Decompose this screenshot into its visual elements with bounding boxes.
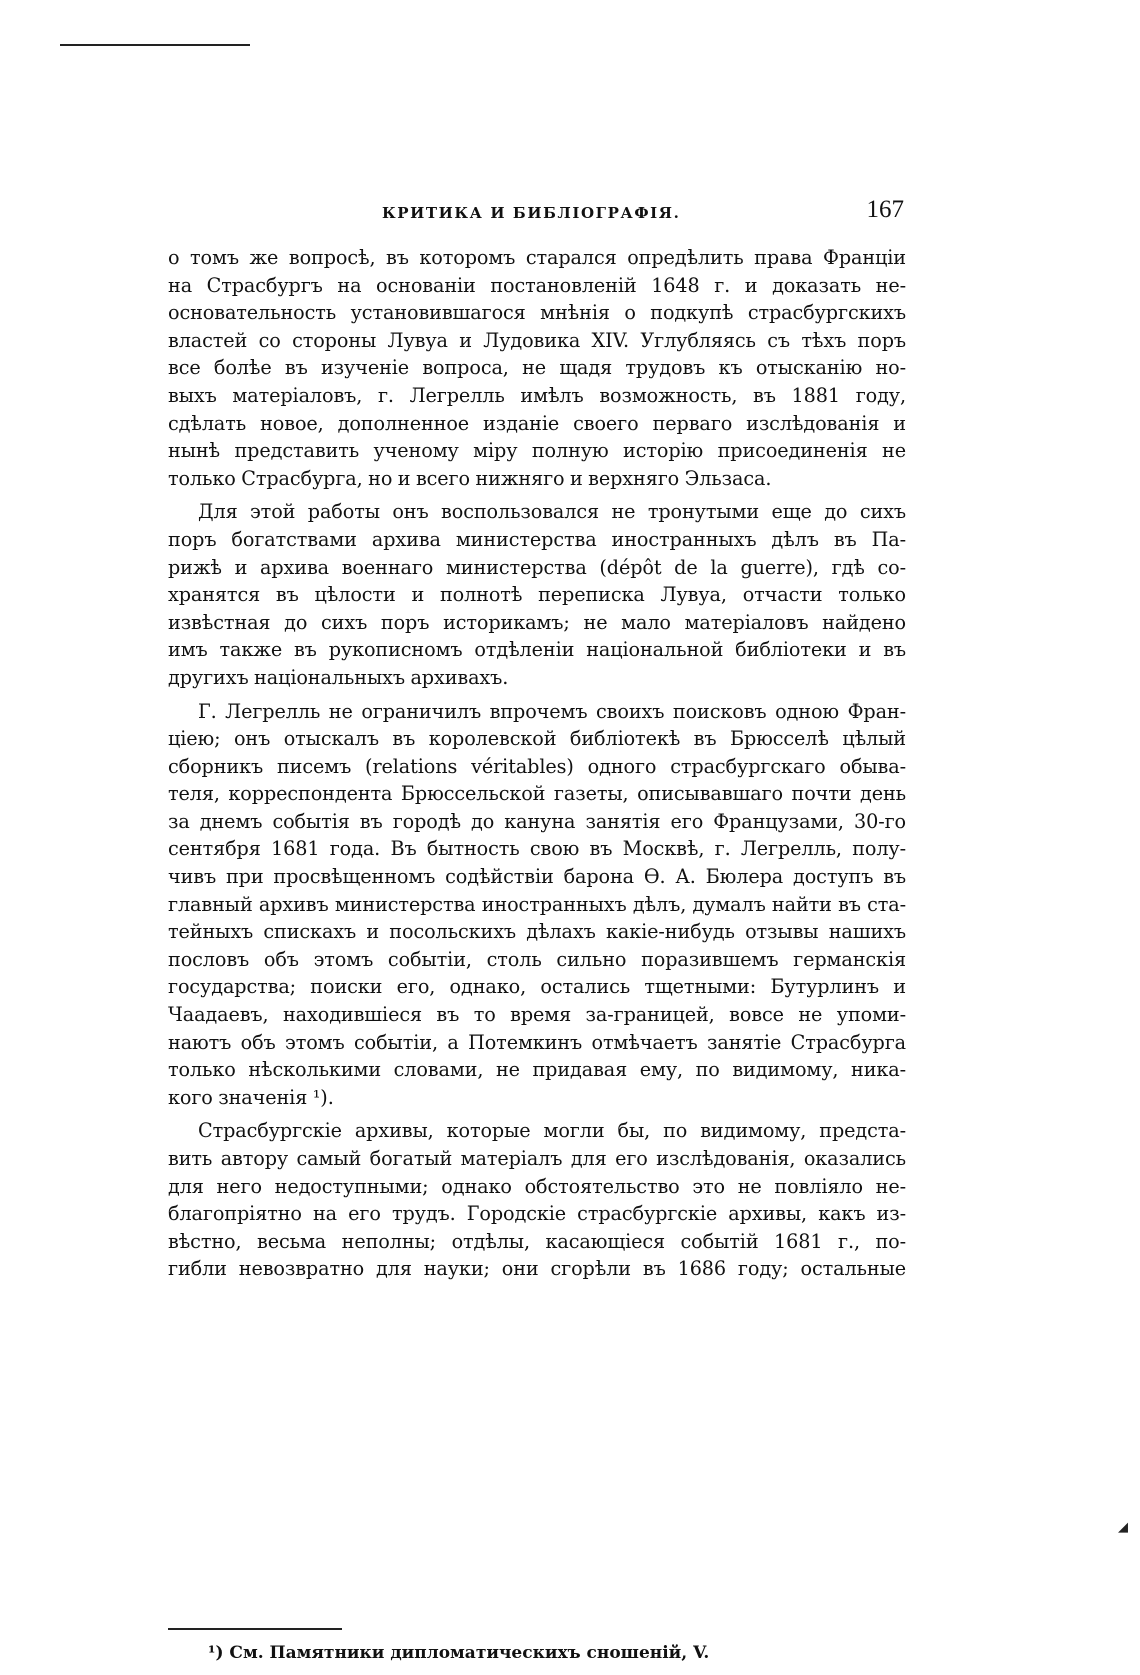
text-line: рижѣ и архива военнаго министерства (dépôt de la guerre), гдѣ со- [168,555,906,579]
text-line: на Страсбургъ на основаніи постановленій 1648 г. и доказать не- [168,273,906,297]
text-line: вить автору самый богатый матеріалъ для его изслѣдованія, оказались [168,1147,906,1170]
top-rule [60,44,250,46]
main-text [168,244,906,1283]
text-line: хранятся въ цѣлости и полнотѣ переписка Лувуа, отчасти только [168,583,906,607]
text-line: Страсбургскіе архивы, которые могли бы, по видимому, предста- [198,1119,906,1143]
text-line: только нѣсколькими словами, не придавая ему, по видимому, никa- [168,1058,906,1082]
text-line: Для этой работы онъ воспользовался не тронутыми еще до сихъ [198,500,906,524]
text-line: государства; поиски его, однако, остались тщетными: Бутурлинъ и [168,975,906,999]
running-head [168,196,908,228]
text-line: сентября 1681 года. Въ бытность свою въ Москвѣ, г. Легрелль, полу- [168,837,906,861]
text-line: благопріятно на его трудъ. Городскіе страсбургскіе архивы, какъ из- [168,1202,906,1226]
text-line: Г. Легрелль не ограничилъ впрочемъ своихъ поисковъ одною Фран- [198,699,906,723]
text-line: вѣстно, весьма неполны; отдѣлы, касающіеся событій 1681 г., по- [168,1229,906,1253]
scan-mark-icon: ◢ [1118,1520,1128,1535]
text-line: все болѣе въ изученіе вопроса, не щадя трудовъ къ отысканію но- [168,356,906,380]
text-line: основательность установившагося мнѣнія о подкупѣ страсбургскихъ [168,301,906,325]
text-line: кого значенія ¹). [168,1085,334,1109]
paragraph-2 [168,498,906,691]
text-line: главный архивъ министерства иностранныхъ дѣлъ, думалъ найти въ ста- [168,892,906,916]
text-line: извѣстная до сихъ поръ историкамъ; не мало матеріаловъ найдено [168,610,906,634]
text-line: для него недоступными; однако обстоятельство это не повліяло не- [168,1174,906,1198]
text-line: теля, корреспондента Брюссельской газеты, описывавшаго почти день [168,782,906,806]
text-line: нынѣ представить ученому міру полную исторію присоединенія не [168,439,906,463]
text-line: гибли невозвратно для науки; они сгорѣли въ 1686 году; остальные [168,1257,906,1281]
paragraph-1 [168,244,906,492]
text-line: пословъ объ этомъ событіи, столь сильно поразившемъ германскія [168,947,906,971]
text-line: властей со стороны Лувуа и Лудовика XIV. Углубляясь съ тѣхъ поръ [168,328,906,352]
footnote: ¹) См. Памятники дипломатическихъ сношеній, V. [208,1643,710,1663]
text-line: чивъ при просвѣщенномъ содѣйствіи барона Ѳ. А. Бюлера доступъ въ [168,865,906,889]
text-line: выхъ матеріаловъ, г. Легрелль имѣлъ возможность, въ 1881 году, [168,383,906,407]
text-line: только Страсбурга, но и всего нижняго и верхняго Эльзаса. [168,466,772,490]
text-line: наютъ объ этомъ событіи, а Потемкинъ отмѣчаетъ занятіе Страсбурга [168,1030,906,1054]
text-line: о томъ же вопросѣ, въ которомъ старался опредѣлить права Франціи [168,246,906,269]
text-line: тейныхъ спискахъ и посольскихъ дѣлахъ какіе-нибудь отзывы нашихъ [168,920,906,944]
text-line: Чаадаевъ, находившіеся въ то время за-границей, вовсе не упоми- [168,1003,906,1027]
text-line: поръ богатствами архива министерства иностранныхъ дѣлъ въ Па- [168,527,906,551]
running-title: КРИТИКА И БИБЛІОГРАФІЯ. [382,204,681,222]
text-line: ціею; онъ отыскалъ въ королевской библіотекѣ въ Брюсселѣ цѣлый [168,727,906,751]
text-line: сборникъ писемъ (relations véritables) одного страсбургскаго обыва- [168,754,906,778]
text-line: имъ также въ рукописномъ отдѣленіи національной библіотеки и въ [168,638,906,662]
text-line: другихъ національныхъ архивахъ. [168,665,509,689]
paragraph-3 [168,698,906,1112]
text-line: за днемъ событія въ городѣ до кануна занятія его Французами, 30-го [168,809,906,833]
text-line: сдѣлать новое, дополненное изданіе своего перваго изслѣдованія и [168,411,906,435]
footnote-rule [168,1628,342,1630]
page-number: 167 [866,196,904,223]
paragraph-4 [168,1117,906,1283]
